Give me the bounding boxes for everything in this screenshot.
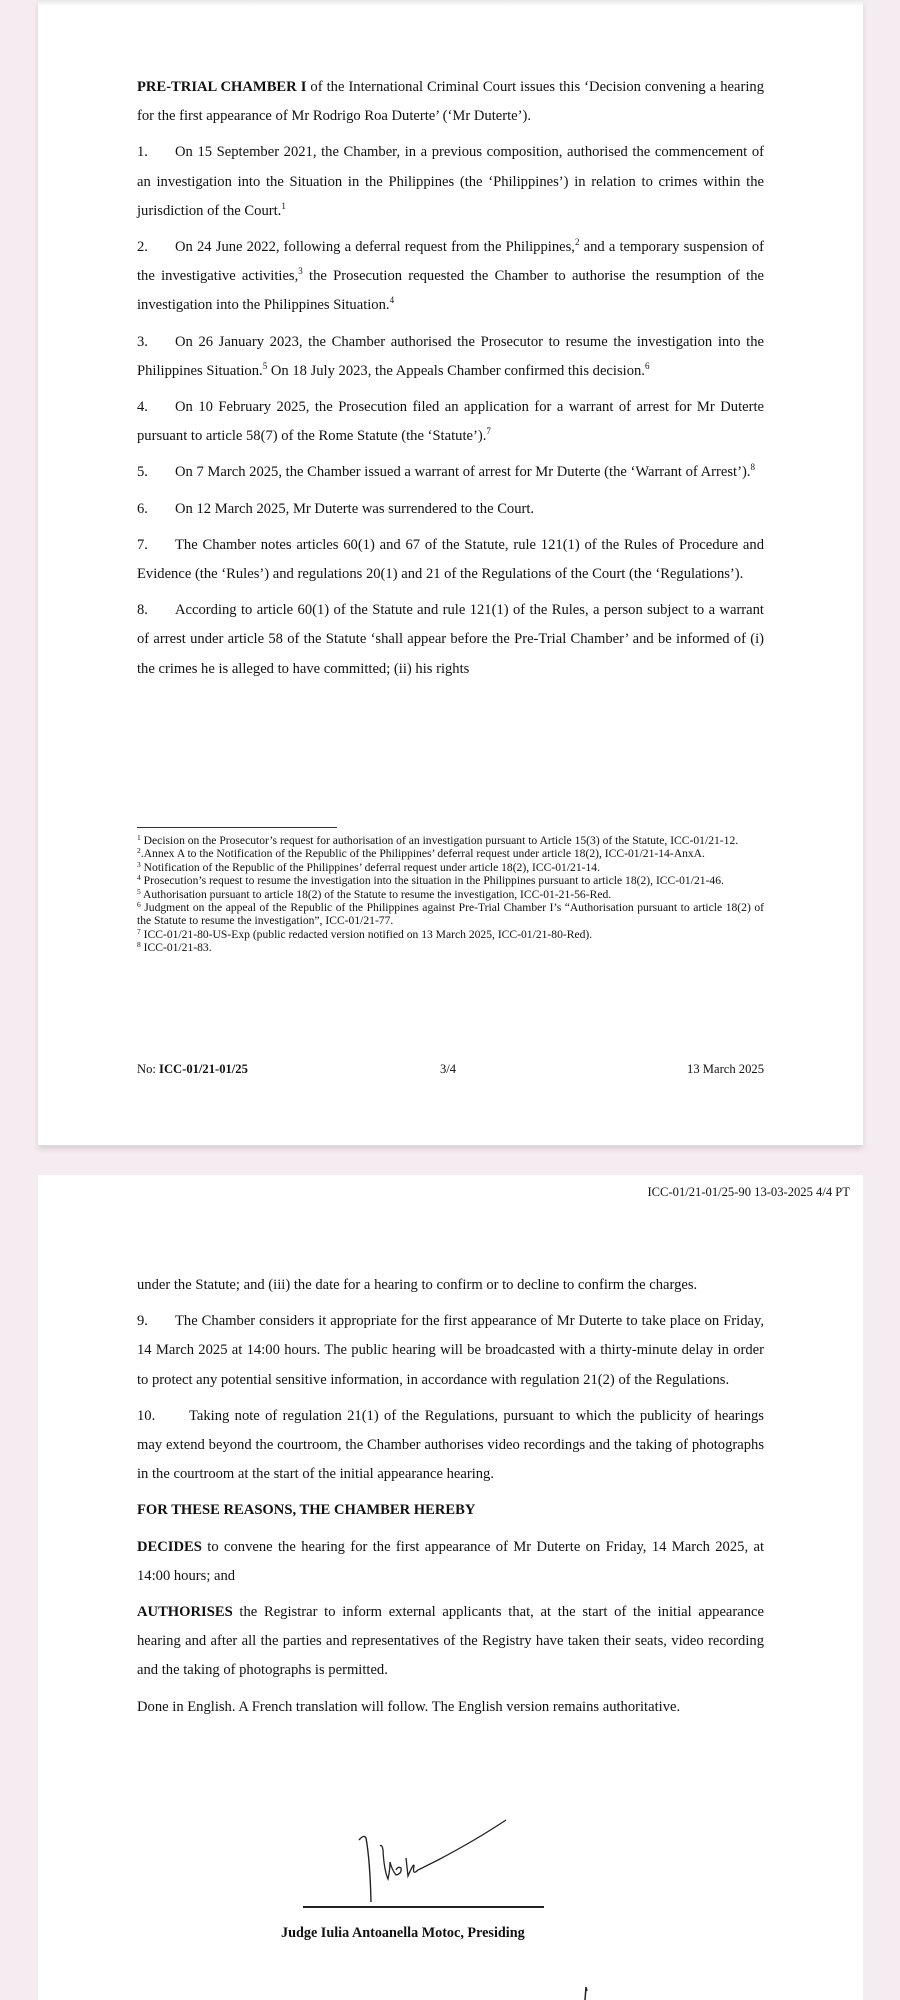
footnote-number: 5 xyxy=(137,886,141,896)
paragraph-1 xyxy=(137,138,764,226)
paragraph-text: the Prosecution requested the Chamber to authorise the resumption of the investigation into the Philippines Situation. xyxy=(137,268,764,314)
paragraph-number: 10. xyxy=(137,1407,156,1424)
footnote-separator xyxy=(137,827,337,828)
footnote-ref[interactable]: 6 xyxy=(644,360,650,371)
paragraph-number: 8. xyxy=(137,602,148,619)
page-3-body xyxy=(137,73,764,691)
paragraph-number: 5. xyxy=(137,464,148,481)
signature-line xyxy=(303,1906,544,1908)
case-number-label: No: xyxy=(137,1062,160,1076)
footer-date: 13 March 2025 xyxy=(687,1062,764,1076)
footnote-text: Prosecution’s request to resume the investigation into the situation in the Philippines pursuant to article 18(2), ICC-01/21-46. xyxy=(140,874,724,888)
paragraph-text: On 15 September 2021, the Chamber, in a previous composition, authorised the commencement of an investigation into the Situation in the Philippines (the ‘Philippines’) in relation to crimes within the jurisdiction of the Court. xyxy=(137,144,764,219)
footnote-number: 7 xyxy=(137,926,141,936)
intro-paragraph xyxy=(137,73,764,131)
footnote-text: Authorisation pursuant to article 18(2) of the Statute to resume the investigation, ICC-01-21-56-Red. xyxy=(140,887,612,901)
footnote-number: 8 xyxy=(137,940,141,950)
chamber-name: PRE-TRIAL CHAMBER I xyxy=(137,79,307,95)
document-page-4 xyxy=(38,1175,863,2000)
paragraph-7 xyxy=(137,531,764,589)
signatory-name: Judge Iulia Antoanella Motoc, Presiding xyxy=(281,1925,525,1941)
footnote-8 xyxy=(137,941,764,954)
footnote-number: 2 xyxy=(137,846,141,856)
footnote-7 xyxy=(137,928,764,941)
footnote-number: 6 xyxy=(137,900,141,910)
language-note: Done in English. A French translation will follow. The English version remains authoritative. xyxy=(137,1698,681,1715)
paragraph-3 xyxy=(137,328,764,386)
footnote-2 xyxy=(137,847,764,860)
paragraph-9 xyxy=(137,1307,764,1395)
footnote-ref[interactable]: 7 xyxy=(486,426,491,437)
paragraph-number: 9. xyxy=(137,1313,148,1330)
footnote-1 xyxy=(137,834,764,847)
decides-clause xyxy=(137,1533,764,1591)
footnote-text: ICC-01/21-83. xyxy=(140,941,212,955)
paragraph-text: On 10 February 2025, the Prosecution filed an application for a warrant of arrest for Mr Duterte pursuant to article 58(7) of the Rome Statute (the ‘Statute’). xyxy=(137,399,764,445)
signature-block xyxy=(38,1800,863,2000)
paragraph-text: On 7 March 2025, the Chamber issued a warrant of arrest for Mr Duterte (the ‘Warrant of Arrest’). xyxy=(175,464,751,481)
footnote-text: Notification of the Republic of the Philippines’ deferral request under article 18(2), ICC-01/21-14. xyxy=(140,860,600,874)
footnote-5 xyxy=(137,888,764,901)
footnote-ref[interactable]: 1 xyxy=(281,200,286,211)
paragraph-8 xyxy=(137,596,764,684)
authorises-keyword: AUTHORISES xyxy=(137,1604,233,1621)
authorises-text: the Registrar to inform external applicants that, at the start of the initial appearance hearing and after all the parties and representatives of the Registry have taken their seats, video recording and the taking of photographs is permitted. xyxy=(137,1604,764,1679)
case-number-value: ICC-01/21-01/25 xyxy=(159,1062,248,1076)
paragraph-number: 4. xyxy=(137,399,148,416)
paragraph-text: On 24 June 2022, following a deferral request from the Philippines, xyxy=(175,239,575,256)
footnotes xyxy=(137,834,764,955)
paragraph-2 xyxy=(137,233,764,321)
paragraph-6 xyxy=(137,495,764,524)
intro-text: of the International Criminal Court issues this ‘Decision convening a hearing for the first appearance of Mr Rodrigo Roa Duterte’ (‘Mr Duterte’). xyxy=(137,79,764,125)
paragraph-number: 2. xyxy=(137,239,148,256)
decides-keyword: DECIDES xyxy=(137,1538,202,1555)
document-page-3 xyxy=(38,0,863,1145)
paragraph-text: Taking note of regulation 21(1) of the Regulations, pursuant to which the publicity of hearings may extend beyond the courtroom, the Chamber authorises video recordings and the taking of photographs in the courtroom at the start of the initial appearance hearing. xyxy=(137,1407,764,1483)
page-number: 3/4 xyxy=(440,1062,457,1076)
paragraph-5 xyxy=(137,458,764,487)
document-stamp-header: ICC-01/21-01/25-90 13-03-2025 4/4 PT xyxy=(647,1185,850,1199)
paragraph-number: 6. xyxy=(137,500,148,517)
paragraph-text: According to article 60(1) of the Statute and rule 121(1) of the Rules, a person subject to a warrant of arrest under article 58 of the Statute ‘shall appear before the Pre-Trial Chamber’ and be informed of (i) the crimes he is alleged to have committed; (ii) his rights xyxy=(137,602,764,677)
footnote-ref[interactable]: 8 xyxy=(750,462,755,473)
reasons-heading-text: FOR THESE REASONS, THE CHAMBER HEREBY xyxy=(137,1502,476,1519)
paragraph-text: The Chamber considers it appropriate for the first appearance of Mr Duterte to take place on Friday, 14 March 2025 at 14:00 hours. The public hearing will be broadcasted with a thirty-minute delay in order to protect any potential sensitive information, in accordance with regulation 21(2) of the Regulations. xyxy=(137,1313,764,1388)
footnote-number: 3 xyxy=(137,859,141,869)
footnote-3 xyxy=(137,861,764,874)
signature-mark xyxy=(584,1985,588,2000)
footnote-6 xyxy=(137,901,764,928)
paragraph-text: On 26 January 2023, the Chamber authorised the Prosecutor to resume the investigation into the Philippines Situation. xyxy=(137,333,764,379)
footnote-text: Judgment on the appeal of the Republic of the Philippines against Pre-Trial Chamber I’s “Authorisation pursuant to article 18(2) of the Statute to resume the investigation”, ICC-01/21-77. xyxy=(137,901,764,928)
decides-text: to convene the hearing for the first appearance of Mr Duterte on Friday, 14 March 2025, at 14:00 hours; and xyxy=(137,1538,764,1584)
footnote-text: .Annex A to the Notification of the Republic of the Philippines’ deferral request under article 18(2), ICC-01/21-14-AnxA. xyxy=(140,847,705,861)
handwritten-signature xyxy=(306,1800,526,1910)
case-number xyxy=(137,1062,248,1077)
paragraph-number: 7. xyxy=(137,536,148,553)
page-footer xyxy=(137,1062,764,1080)
footnote-text: ICC-01/21-80-US-Exp (public redacted version notified on 13 March 2025, ICC-01/21-80-Red). xyxy=(140,927,593,941)
paragraph-text: and a temporary suspension of the investigative activities, xyxy=(137,239,764,285)
footnote-number: 4 xyxy=(137,873,141,883)
paragraph-text: The Chamber notes articles 60(1) and 67 of the Statute, rule 121(1) of the Rules of Procedure and Evidence (the ‘Rules’) and regulations 20(1) and 21 of the Regulations of the Court (the ‘Regulations’). xyxy=(137,536,764,583)
footnote-text: Decision on the Prosecutor’s request for authorisation of an investigation pursuant to Article 15(3) of the Statute, ICC-01/21-12. xyxy=(140,834,739,847)
authorises-clause xyxy=(137,1598,764,1686)
footnote-number: 1 xyxy=(137,833,141,842)
paragraph-4 xyxy=(137,393,764,451)
paragraph-text: On 18 July 2023, the Appeals Chamber confirmed this decision. xyxy=(267,362,645,379)
footnote-ref[interactable]: 2 xyxy=(574,237,580,248)
paragraph-number: 1. xyxy=(137,144,148,161)
paragraph-text: On 12 March 2025, Mr Duterte was surrendered to the Court. xyxy=(175,500,535,517)
reasons-heading xyxy=(137,1496,764,1525)
footnote-4 xyxy=(137,874,764,887)
paragraph-number: 3. xyxy=(137,333,148,350)
paragraph-8-continued: under the Statute; and (iii) the date for a hearing to confirm or to decline to confirm the charges. xyxy=(137,1277,698,1293)
page-4-body xyxy=(137,1271,764,1729)
page-top-edge xyxy=(38,0,863,6)
footnote-ref[interactable]: 4 xyxy=(389,295,395,306)
footnote-ref[interactable]: 3 xyxy=(298,266,303,277)
paragraph-10 xyxy=(137,1402,764,1490)
footnote-ref[interactable]: 5 xyxy=(262,360,268,371)
